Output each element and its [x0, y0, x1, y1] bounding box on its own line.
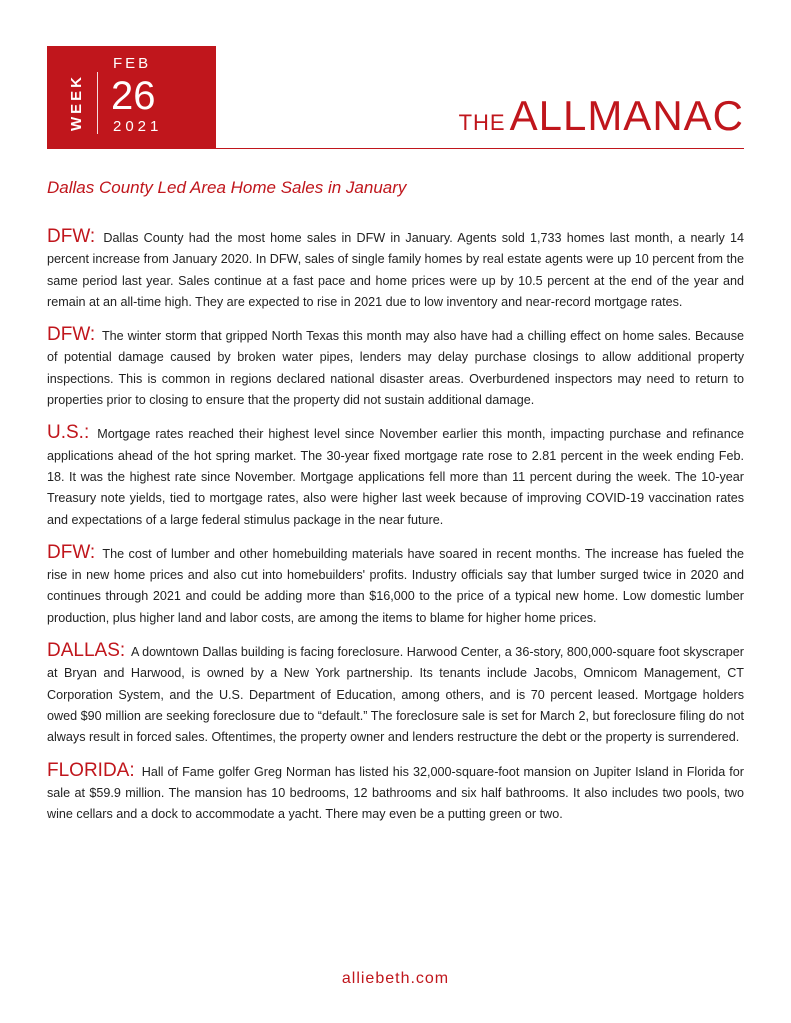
article-location-tag: DFW:	[47, 324, 96, 346]
date-day: 26	[111, 74, 156, 118]
date-badge	[47, 46, 216, 149]
article-item	[47, 422, 744, 530]
week-label	[65, 70, 87, 134]
article-body: Dallas County had the most home sales in DFW in January. Agents sold 1,733 homes last month, a nearly 14 percent increase from January 2020. In DFW, sales of single family homes by real estate agents were up 10 percent from the same period last year. Sales continue at a fast pace and home prices were up by 10.5 percent at the end of the year and remain at an all-time high. They are expected to rise in 2021 due to low inventory and near-record mortgage rates.	[47, 231, 745, 309]
week-label-text: WEEK	[67, 73, 85, 131]
masthead-the: THE	[458, 110, 506, 135]
header-rule	[47, 148, 744, 149]
articles-list	[47, 226, 744, 836]
date-year: 2021	[113, 118, 163, 135]
article-location-tag: DALLAS:	[47, 640, 126, 662]
article-item	[47, 226, 744, 313]
masthead-title	[459, 92, 744, 140]
date-month: FEB	[113, 55, 152, 72]
article-item	[47, 324, 744, 411]
article-body: The cost of lumber and other homebuilding materials have soared in recent months. The increase has fueled the rise in new home prices and also cut into homebuilders' profits. Industry officials say that lumber surged twice in 2020 and continues through 2021 and could be adding more than $16,000 to the price of a typical new home. Low domestic lumber production, plus higher land and labor costs, are among the items to blame for higher home prices.	[47, 546, 744, 625]
article-body: Hall of Fame golfer Greg Norman has listed his 32,000-square-foot mansion on Jupiter Island in Florida for sale at $59.9 million. The mansion has 10 bedrooms, 12 bathrooms and six half bathrooms. It also includes two pools, two wine cellars and a dock to accommodate a yacht. There may even be a putting green or two.	[47, 764, 744, 822]
article-body: A downtown Dallas building is facing foreclosure. Harwood Center, a 36-story, 800,000-square foot skyscraper at Bryan and Harwood, is owned by a New York partnership. Its tenants include Jacobs, Omnicom Management, CT Corporation System, and the U.S. Department of Education, among others, and is 70 percent leased. Mortgage holders owed $90 million are seeking foreclosure due to “default.” The foreclosure sale is set for March 2, but foreclosure filing do not always result in forced sales. Oftentimes, the property owner and lenders restructure the debt or the property is surrendered.	[47, 645, 744, 745]
article-body: Mortgage rates reached their highest level since November earlier this month, impacting purchase and refinance applications ahead of the hot spring market. The 30-year fixed mortgage rate rose to 2.81 percent in the week ending Feb. 18. It was the highest rate since November. Mortgage applications fell more than 11 percent during the week. The 10-year Treasury note yields, tied to mortgage rates, also were higher last week because of improving COVID-19 vaccination rates and expectations of a large federal stimulus package in the near future.	[47, 427, 744, 527]
article-item	[47, 760, 744, 826]
masthead-name: ALLMANAC	[509, 92, 744, 139]
article-item	[47, 640, 744, 748]
article-location-tag: DFW:	[47, 226, 96, 247]
article-item	[47, 542, 744, 629]
article-location-tag: DFW:	[47, 541, 96, 563]
footer-website-link[interactable]: alliebeth.com	[341, 970, 450, 987]
article-location-tag: FLORIDA:	[47, 759, 135, 781]
article-body: The winter storm that gripped North Texas this month may also have had a chilling effect on home sales. Because of potential damage caused by broken water pipes, lenders may delay purchase closings to allow additional property inspections. This is common in regions declared national disaster areas. Overburdened inspectors may need to return to properties prior to closing to ensure that the property did not sustain additional damage.	[47, 329, 744, 408]
article-location-tag: U.S.:	[47, 422, 90, 444]
page-headline: Dallas County Led Area Home Sales in January	[47, 178, 407, 197]
week-divider	[97, 72, 98, 134]
